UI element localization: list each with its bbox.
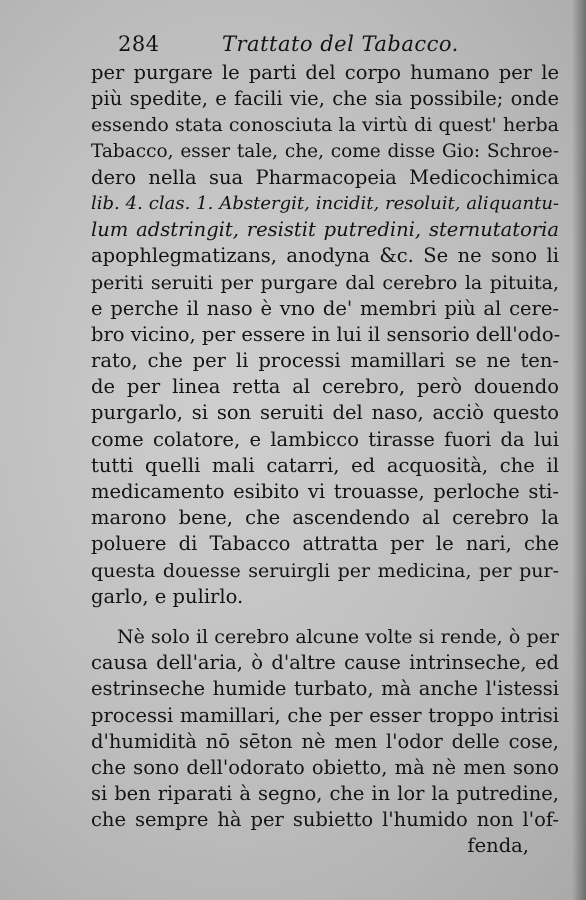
text-line: garlo, e pulirlo. (91, 584, 244, 608)
text-line: d'humidità nō sēton nè men l'odor delle cose, (91, 729, 559, 753)
text-line: causa dell'aria, ò d'altre cause intrinseche, ed (91, 651, 559, 675)
body-text (91, 60, 559, 860)
text-line: lum adstringit, resistit putredini, sternutatoria (91, 218, 559, 242)
text-line: medicamento esibito vi trouasse, perloche sti- (91, 480, 559, 503)
text-line: Nè solo il cerebro alcune volte si rende, ò per (117, 625, 559, 648)
text-line: rato, che per li processi mamillari se ne ten- (91, 349, 559, 373)
text-line: purgarlo, si son seruiti del naso, acciò questo (91, 401, 559, 425)
text-line: essendo stata conosciuta la virtù di quest' herba (91, 114, 559, 137)
text-line: lib. 4. clas. 1. Abstergit, incidit, resoluit, aliquantu- (91, 192, 559, 214)
text-line: poluere di Tabacco attratta per le nari, che (91, 532, 559, 556)
text-line: marono bene, che ascendendo al cerebro la (91, 506, 559, 530)
running-title: Trattato del Tabacco. (222, 32, 459, 56)
catchword: fenda, (467, 834, 529, 858)
text-line: Tabacco, esser tale, che, come disse Gio: Schroe- (91, 140, 559, 162)
text-line: che sono dell'odorato obietto, mà nè men sono (91, 755, 559, 779)
paragraph-1 (91, 60, 559, 610)
text-line: periti seruiti per purgare dal cerebro la pituita, (91, 271, 559, 294)
text-line: apophlegmatizans, anodyna &c. Se ne sono li (91, 244, 559, 268)
page-number: 284 (118, 32, 160, 56)
text-line: si ben riparati à segno, che in lor la putredine, (91, 782, 559, 806)
page-header (118, 32, 459, 58)
text-line: più spedite, e facili vie, che sia possibile; onde (91, 87, 559, 111)
text-line: bro vicino, per essere in lui il sensorio dell'odo- (91, 322, 561, 346)
text-line: dero nella sua Pharmacopeia Medicochimica (91, 165, 559, 189)
text-line: come colatore, e lambicco tirasse fuori da lui (91, 427, 559, 451)
text-line: processi mamillari, che per esser troppo intrisi (91, 703, 559, 727)
text-line: questa douesse seruirgli per medicina, per pur- (91, 559, 559, 582)
text-line: tutti quelli mali catarri, ed acquosità, che il (91, 453, 559, 477)
text-line: che sempre hà per subietto l'humido non l'of- (91, 808, 559, 832)
text-line: de per linea retta al cerebro, però douendo (91, 375, 559, 399)
text-line: per purgare le parti del corpo humano per le (91, 61, 559, 84)
paragraph-2 (91, 624, 559, 834)
paragraph-gap (91, 610, 559, 624)
text-line: estrinseche humide turbato, mà anche l'istessi (91, 677, 559, 701)
text-line: e perche il naso è vno de' membri più al cere- (91, 296, 559, 320)
